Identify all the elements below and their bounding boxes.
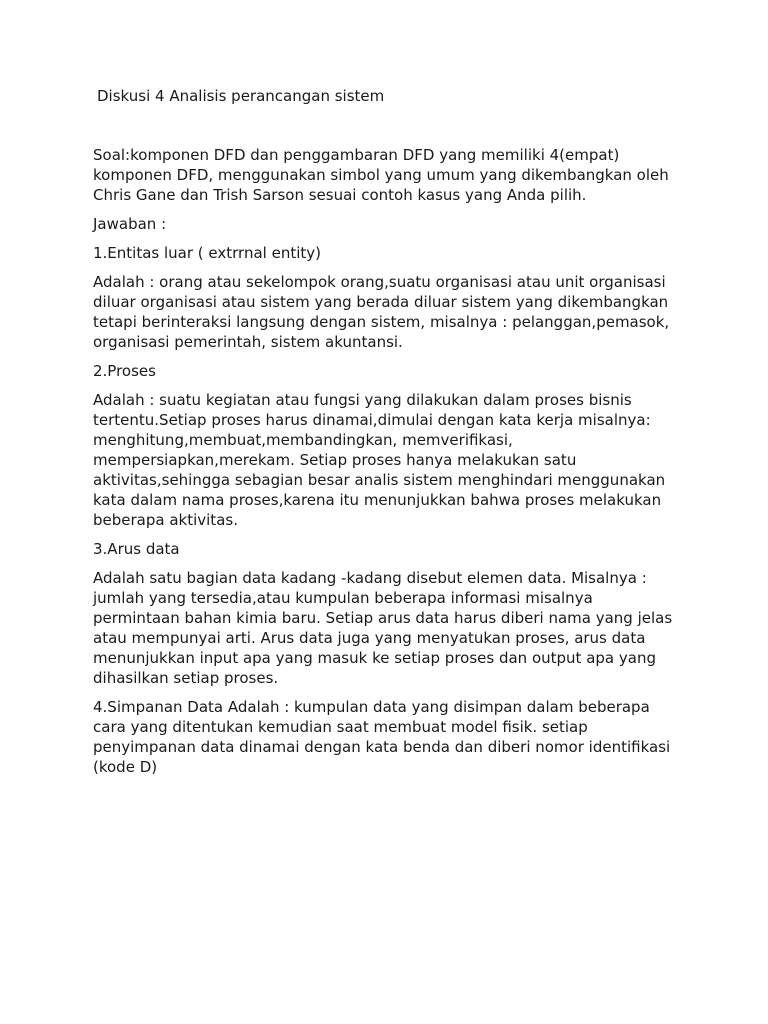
item-2-body: Adalah : suatu kegiatan atau fungsi yang dilakukan dalam proses bisnis tertentu.Setiap proses harus dinamai,dimulai dengan kata kerja misalnya: menghitung,membuat,membandingkan, memverifikasi, mempersiapkan,merekam. Setiap proses hanya melakukan satu aktivitas,sehingga sebagian besar analis sistem menghindari menggunakan kata dalam nama proses,karena itu menunjukkan bahwa proses melakukan beberapa aktivitas. bbox=[93, 391, 666, 529]
question-paragraph: Soal:komponen DFD dan penggambaran DFD yang memiliki 4(empat) komponen DFD, menggunakan simbol yang umum yang dikembangkan oleh Chris Gane dan Trish Sarson sesuai contoh kasus yang Anda pilih. bbox=[93, 146, 669, 204]
item-3-body: Adalah satu bagian data kadang -kadang disebut elemen data. Misalnya : jumlah yang tersedia,atau kumpulan beberapa informasi misalnya permintaan bahan kimia baru. Setiap arus data harus diberi nama yang jelas atau mempunyai arti. Arus data juga yang menyatukan proses, arus data menunjukkan input apa yang masuk ke setiap proses dan output apa yang dihasilkan setiap proses. bbox=[93, 569, 673, 687]
item-1-body: Adalah : orang atau sekelompok orang,suatu organisasi atau unit organisasi diluar organisasi atau sistem yang berada diluar sistem yang dikembangkan tetapi berinteraksi langsung dengan sistem, misalnya : pelanggan,pemasok, organisasi pemerintah, sistem akuntansi. bbox=[93, 273, 670, 351]
item-2-heading: 2.Proses bbox=[93, 362, 156, 380]
item-1-heading: 1.Entitas luar ( extrrnal entity) bbox=[93, 244, 321, 262]
answer-label: Jawaban : bbox=[93, 215, 167, 233]
item-3-heading: 3.Arus data bbox=[93, 540, 180, 558]
item-4-paragraph: 4.Simpanan Data Adalah : kumpulan data yang disimpan dalam beberapa cara yang ditentukan kemudian saat membuat model fisik. setiap penyimpanan data dinamai dengan kata benda dan diberi nomor identifikasi (kode D) bbox=[93, 698, 671, 776]
document-title: Diskusi 4 Analisis perancangan sistem bbox=[97, 87, 385, 105]
document-body bbox=[93, 86, 683, 777]
